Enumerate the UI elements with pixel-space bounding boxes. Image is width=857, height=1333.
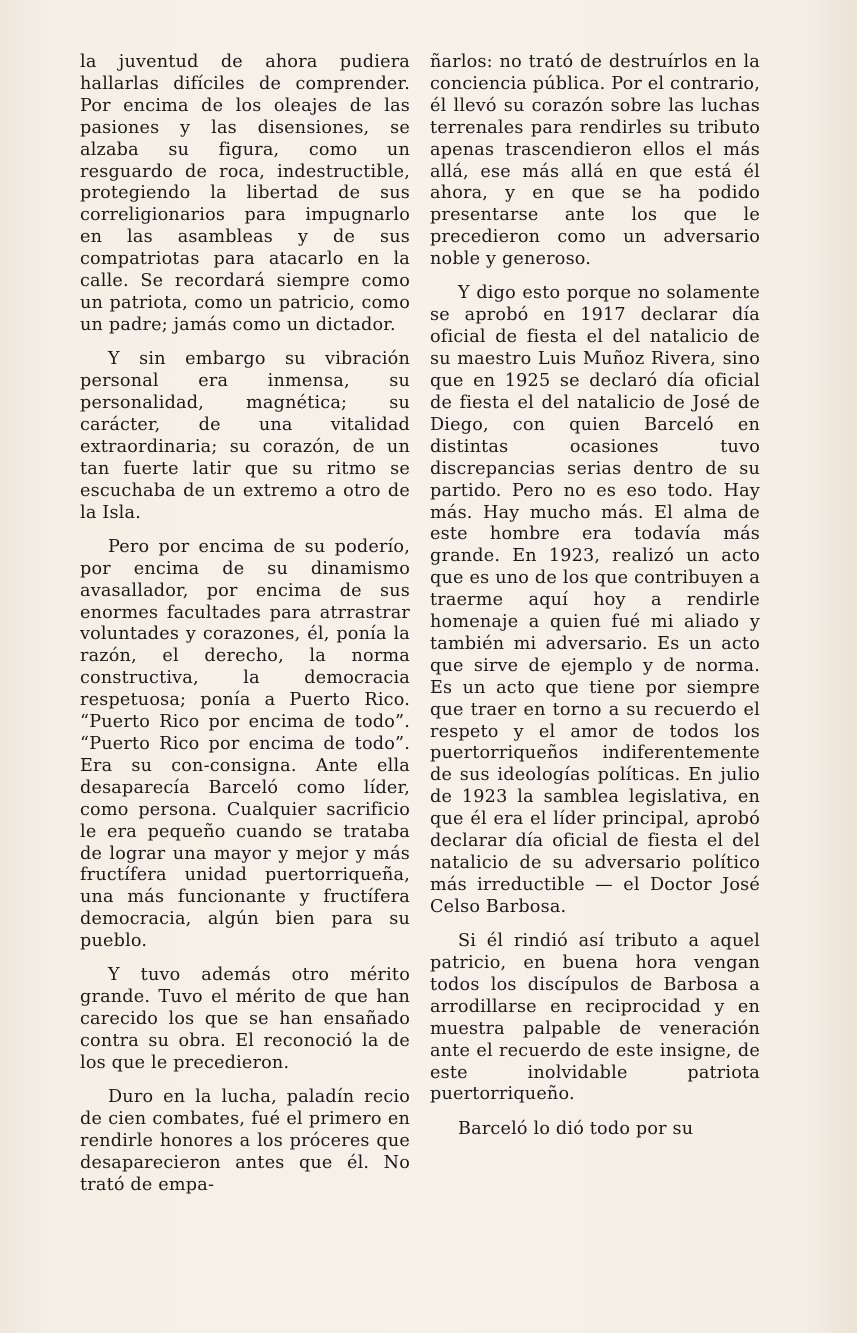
paragraph: ñarlos: no trató de destruírlos en la conciencia pública. Por el contrario, él llevó su corazón sobre las luchas terrenales para rendirles su tributo apenas trascendieron ellos el más allá, ese más allá en que está él ahora, y en que se ha podido presentarse ante los que le precedieron como un adversario noble y generoso. <box>430 52 760 270</box>
paragraph: Pero por encima de su poderío, por encima de su dinamismo avasallador, por encima de sus enormes facultades para atrrastrar voluntades y corazones, él, ponía la razón, el derecho, la norma constructiva, la democracia respetuosa; ponía a Puerto Rico. “Puerto Rico por encima de todo”. “Puerto Rico por encima de todo”. Era su con-consigna. Ante ella desaparecía Barceló como líder, como persona. Cualquier sacrificio le era pequeño cuando se trataba de lograr una mayor y mejor y más fructífera unidad puertorriqueña, una más funcionante y fructífera democracia, algún bien para su pueblo. <box>80 536 410 952</box>
right-column <box>430 52 760 1141</box>
paragraph: Si él rindió así tributo a aquel patricio, en buena hora vengan todos los discípulos de Barbosa a arrodillarse en reciprocidad y en muestra palpable de veneración ante el recuerdo de este insigne, de este inolvidable patriota puertorriqueño. <box>430 931 760 1105</box>
left-column <box>80 52 410 1197</box>
paragraph: Y digo esto porque no solamente se aprobó en 1917 declarar día oficial de fiesta el del natalicio de su maestro Luis Muñoz Rivera, sino que en 1925 se declaró día oficial de fiesta el del natalicio de José de Diego, con quien Barceló en distintas ocasiones tuvo discrepancias serias dentro de su partido. Pero no es eso todo. Hay más. Hay mucho más. El alma de este hombre era todavía más grande. En 1923, realizó un acto que es uno de los que contribuyen a traerme aquí hoy a rendirle homenaje a quien fué mi aliado y también mi adversario. Es un acto que sirve de ejemplo y de norma. Es un acto que tiene por siempre que traer en torno a su recuerdo el respeto y el amor de todos los puertorriqueños indiferentemente de sus ideologías políticas. En julio de 1923 la samblea legislativa, en que él era el líder principal, aprobó declarar día oficial de fiesta el del natalicio de su adversario político más irreductible — el Doctor José Celso Barbosa. <box>430 283 760 917</box>
paragraph: Duro en la lucha, paladín recio de cien combates, fué el primero en rendirle honores a los próceres que desaparecieron antes que él. No trató de empa- <box>80 1087 410 1195</box>
paragraph: Y sin embargo su vibración personal era inmensa, su personalidad, magnética; su carácter, de una vitalidad extraordinaria; su corazón, de un tan fuerte latir que su ritmo se escuchaba de un extremo a otro de la Isla. <box>80 349 410 523</box>
paragraph: Barceló lo dió todo por su <box>458 1118 694 1139</box>
paragraph: Y tuvo además otro mérito grande. Tuvo el mérito de que han carecido los que se han ensañado contra su obra. El reconoció la de los que le precedieron. <box>80 965 410 1074</box>
paragraph: la juventud de ahora pudiera hallarlas difíciles de comprender. Por encima de los oleajes de las pasiones y las disensiones, se alzaba su figura, como un resguardo de roca, indestructible, protegiendo la libertad de sus correligionarios para impugnarlo en las asambleas y de sus compatriotas para atacarlo en la calle. Se recordará siempre como un patriota, como un patricio, como un padre; jamás como un dictador. <box>80 52 410 335</box>
